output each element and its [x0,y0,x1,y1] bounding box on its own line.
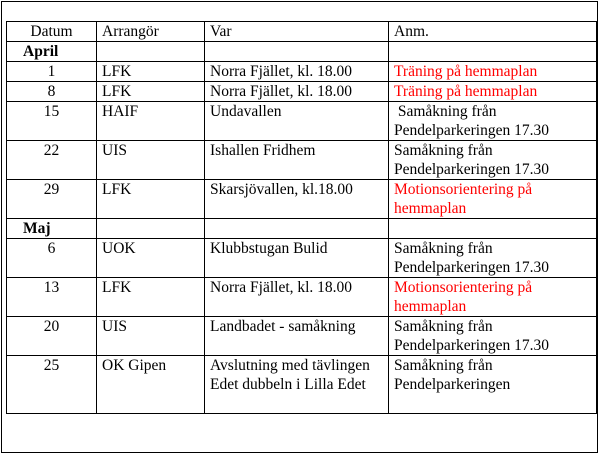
month-row-maj [7,219,597,239]
table-row [7,356,597,414]
header-row [7,22,597,42]
empty-cell [205,219,389,239]
table-row [7,82,597,102]
cell-arrangor: UOK [97,239,205,278]
empty-cell [97,42,205,62]
table-row [7,141,597,180]
month-row-april [7,42,597,62]
cell-datum: 22 [7,141,97,180]
header-anm: Anm. [389,22,597,42]
cell-var: Landbadet - samåkning [205,317,389,356]
header-arrangor: Arrangör [97,22,205,42]
cell-var: Norra Fjället, kl. 18.00 [205,62,389,82]
schedule-table [6,21,597,414]
cell-var: Skarsjövallen, kl.18.00 [205,180,389,219]
cell-var: Norra Fjället, kl. 18.00 [205,278,389,317]
cell-datum: 15 [7,102,97,141]
table-row [7,239,597,278]
empty-cell [389,42,597,62]
cell-anm: Samåkning från Pendelparkeringen 17.30 [389,317,597,356]
cell-arrangor: LFK [97,62,205,82]
empty-cell [389,219,597,239]
table-row [7,102,597,141]
cell-datum: 8 [7,82,97,102]
cell-anm: Träning på hemmaplan [389,82,597,102]
cell-datum: 1 [7,62,97,82]
empty-cell [205,42,389,62]
empty-cell [97,219,205,239]
cell-anm: Motionsorientering på hemmaplan [389,278,597,317]
cell-var: Norra Fjället, kl. 18.00 [205,82,389,102]
table-row [7,62,597,82]
cell-anm: Motionsorientering på hemmaplan [389,180,597,219]
cell-var: Ishallen Fridhem [205,141,389,180]
cell-datum: 6 [7,239,97,278]
cell-anm: Samåkning från Pendelparkeringen 17.30 [389,239,597,278]
cell-arrangor: LFK [97,180,205,219]
cell-arrangor: UIS [97,141,205,180]
cell-anm: Träning på hemmaplan [389,62,597,82]
cell-arrangor: HAIF [97,102,205,141]
cell-arrangor: LFK [97,278,205,317]
cell-anm: Samåkning från Pendelparkeringen [389,356,597,414]
header-datum: Datum [7,22,97,42]
cell-arrangor: OK Gipen [97,356,205,414]
cell-arrangor: LFK [97,82,205,102]
cell-var: Undavallen [205,102,389,141]
cell-anm: Samåkning från Pendelparkeringen 17.30 [389,141,597,180]
cell-datum: 29 [7,180,97,219]
cell-datum: 25 [7,356,97,414]
cell-var: Avslutning med tävlingen Edet dubbeln i Lilla Edet [205,356,389,414]
month-label: April [7,42,97,62]
header-var: Var [205,22,389,42]
cell-datum: 20 [7,317,97,356]
cell-datum: 13 [7,278,97,317]
cell-anm: Samåkning från Pendelparkeringen 17.30 [389,102,597,141]
cell-var: Klubbstugan Bulid [205,239,389,278]
cell-arrangor: UIS [97,317,205,356]
table-row [7,180,597,219]
table-row [7,278,597,317]
month-label: Maj [7,219,97,239]
table-row [7,317,597,356]
